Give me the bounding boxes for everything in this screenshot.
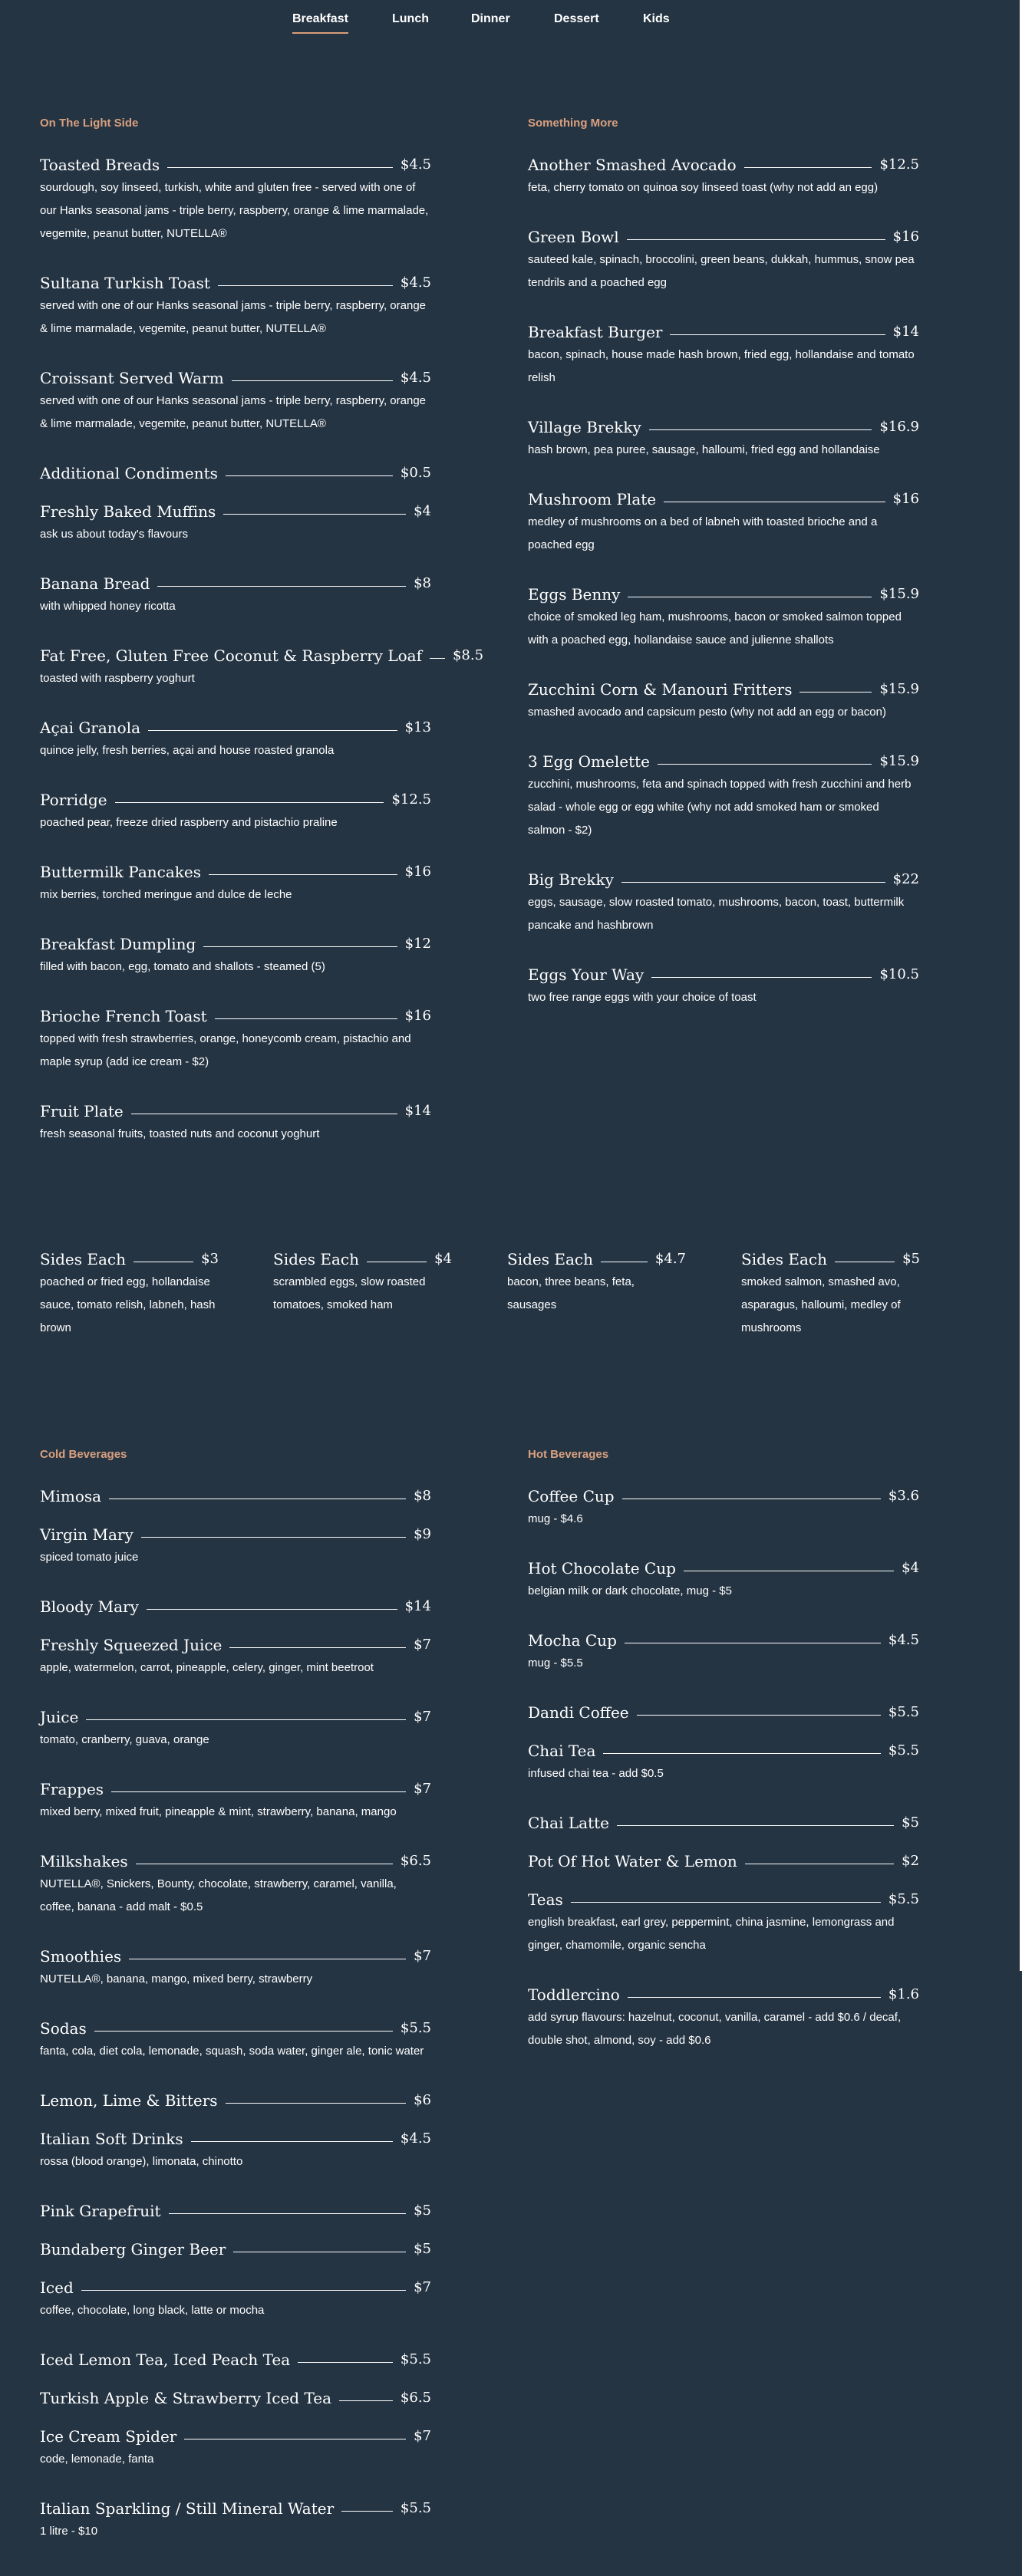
menu-item <box>528 1629 919 1675</box>
item-price: $5.5 <box>400 2020 431 2036</box>
item-price: $5.5 <box>400 2351 431 2367</box>
item-price: $4 <box>434 1251 452 1267</box>
item-name: Pink Grapefruit <box>40 2202 161 2220</box>
menu-item <box>40 644 484 690</box>
menu-item <box>40 500 431 546</box>
item-name: Another Smashed Avocado <box>528 156 737 174</box>
item-price: $6.5 <box>400 2390 431 2406</box>
leader-line <box>430 658 445 659</box>
item-name: Sides Each <box>40 1250 126 1268</box>
leader-line <box>226 475 393 476</box>
item-description: feta, cherry tomato on quinoa soy linseed toast (why not add an egg) <box>528 181 879 194</box>
item-name: Turkish Apple & Strawberry Iced Tea <box>40 2389 331 2407</box>
item-name: Sodas <box>40 2019 87 2038</box>
item-name: Iced Lemon Tea, Iced Peach Tea <box>40 2351 291 2369</box>
leader-line <box>341 2511 393 2512</box>
section-title: Hot Beverages <box>528 1448 609 1461</box>
leader-line <box>223 514 406 515</box>
item-description: mixed berry, mixed fruit, pineapple & mint, strawberry, banana, mango <box>40 1805 397 1818</box>
menu-item <box>528 750 919 842</box>
leader-line <box>658 764 872 765</box>
item-description: choice of smoked leg ham, mushrooms, bacon or smoked salmon topped with a poached egg, hollandaise sauce and julienne shallots <box>528 610 902 646</box>
item-description: hash brown, pea puree, sausage, halloumi, fried egg and hollandaise <box>528 443 880 456</box>
item-description: ask us about today's flavours <box>40 528 188 541</box>
item-description: served with one of our Hanks seasonal jams - triple berry, raspberry, orange & lime marmalade, vegemite, peanut butter, NUTELLA® <box>40 394 427 430</box>
menu-item <box>40 716 431 762</box>
leader-line <box>167 167 393 168</box>
item-price: $5.5 <box>888 1891 919 1907</box>
item-price: $5.5 <box>400 2500 431 2516</box>
item-price: $9 <box>414 1526 431 1542</box>
item-description: served with one of our Hanks seasonal jams - triple berry, raspberry, orange & lime marmalade, vegemite, peanut butter, NUTELLA® <box>40 299 427 335</box>
menu-item <box>528 1850 919 1873</box>
menu-item <box>40 1523 431 1569</box>
something-more-section <box>528 117 919 1035</box>
item-price: $13 <box>404 719 431 735</box>
leader-line <box>148 730 397 731</box>
item-price: $3.6 <box>888 1488 919 1504</box>
menu-item <box>40 1633 431 1679</box>
leader-line <box>232 380 393 381</box>
item-description: apple, watermelon, carrot, pineapple, celery, ginger, mint beetroot <box>40 1661 374 1674</box>
menu-item <box>528 963 919 1009</box>
item-description: eggs, sausage, slow roasted tomato, mushrooms, bacon, toast, buttermilk pancake and hashbrown <box>528 896 905 932</box>
item-price: $16 <box>892 491 919 507</box>
sides-col-4 <box>741 1248 920 1340</box>
item-description: 1 litre - $10 <box>40 2525 98 2538</box>
item-description: fresh seasonal fruits, toasted nuts and coconut yoghurt <box>40 1127 320 1140</box>
item-description: english breakfast, earl grey, peppermint, china jasmine, lemongrass and ginger, chamomile, organic sencha <box>528 1916 895 1952</box>
item-price: $15.9 <box>879 681 919 697</box>
item-price: $14 <box>892 324 919 340</box>
item-price: $6.5 <box>400 1853 431 1869</box>
item-price: $5 <box>414 2203 431 2219</box>
menu-item <box>40 2089 431 2112</box>
leader-line <box>157 586 406 587</box>
leader-line <box>94 2031 393 2032</box>
leader-line <box>670 334 885 335</box>
section-title: On The Light Side <box>40 117 139 130</box>
item-price: $4.5 <box>888 1632 919 1648</box>
item-price: $3 <box>201 1251 219 1267</box>
item-name: Iced <box>40 2278 74 2297</box>
item-name: Sides Each <box>507 1250 593 1268</box>
item-name: Brioche French Toast <box>40 1007 207 1025</box>
item-name: Bundaberg Ginger Beer <box>40 2240 226 2259</box>
hot-beverages-section <box>528 1448 919 2078</box>
menu-item <box>40 788 431 834</box>
menu-item <box>40 1485 431 1508</box>
leader-line <box>111 1791 406 1792</box>
item-price: $5.5 <box>888 1704 919 1720</box>
item-description: NUTELLA®, banana, mango, mixed berry, strawberry <box>40 1972 313 1985</box>
item-description: topped with fresh strawberries, orange, honeycomb cream, pistachio and maple syrup (add ice cream - $2) <box>40 1032 411 1068</box>
item-description: bacon, spinach, house made hash brown, fried egg, hollandaise and tomato relish <box>528 348 915 384</box>
item-price: $14 <box>404 1103 431 1119</box>
leader-line <box>617 1825 894 1826</box>
menu-item <box>528 1739 919 1785</box>
item-description: mug - $4.6 <box>528 1512 583 1525</box>
item-description: zucchini, mushrooms, feta and spinach topped with fresh zucchini and herb salad - whole egg or egg white (why not add smoked ham or smoked salmon - $2) <box>528 778 912 837</box>
item-name: Village Brekky <box>528 418 641 436</box>
item-description: poached or fried egg, hollandaise sauce, tomato relish, labneh, hash brown <box>40 1275 216 1334</box>
item-price: $12.5 <box>879 156 919 173</box>
leader-line <box>649 429 872 430</box>
item-name: Italian Soft Drinks <box>40 2130 183 2148</box>
menu-item <box>528 1983 919 2052</box>
menu-item <box>40 572 431 618</box>
menu-item <box>528 1811 919 1834</box>
item-price: $4.7 <box>654 1251 686 1267</box>
item-name: Dandi Coffee <box>528 1703 629 1722</box>
item-price: $0.5 <box>400 465 431 481</box>
item-description: add syrup flavours: hazelnut, coconut, vanilla, caramel - add $0.6 / decaf, double shot, almond, soy - add $0.6 <box>528 2011 902 2047</box>
leader-line <box>141 1537 406 1538</box>
item-name: Toasted Breads <box>40 156 160 174</box>
item-price: $15.9 <box>879 753 919 769</box>
leader-line <box>218 285 393 286</box>
menu-item <box>40 860 431 906</box>
tab-dinner[interactable]: Dinner <box>471 12 510 25</box>
leader-line <box>627 239 885 240</box>
leader-line <box>744 167 872 168</box>
item-price: $16 <box>404 864 431 880</box>
section-title: Cold Beverages <box>40 1448 127 1461</box>
menu-item <box>40 367 431 436</box>
menu-item <box>40 2199 431 2222</box>
item-price: $7 <box>414 2279 431 2295</box>
item-description: sourdough, soy linseed, turkish, white and gluten free - served with one of our Hanks seasonal jams - triple berry, raspberry, orange & lime marmalade, vegemite, peanut butter, NUTELLA® <box>40 181 429 240</box>
leader-line <box>651 977 872 978</box>
item-name: Fat Free, Gluten Free Coconut & Raspberry Loaf <box>40 646 422 665</box>
menu-item <box>528 1557 919 1603</box>
cold-beverages-section <box>40 1448 431 2569</box>
item-name: Buttermilk Pancakes <box>40 863 201 881</box>
menu-item <box>40 2348 431 2371</box>
item-price: $12 <box>404 936 431 952</box>
item-name: Eggs Your Way <box>528 966 645 984</box>
item-description: filled with bacon, egg, tomato and shallots - steamed (5) <box>40 960 325 973</box>
item-name: Frappes <box>40 1780 104 1798</box>
item-price: $5.5 <box>888 1742 919 1758</box>
menu-item <box>40 933 431 979</box>
menu-item <box>528 678 919 724</box>
menu-item <box>40 2497 431 2543</box>
item-name: Italian Sparkling / Still Mineral Water <box>40 2499 335 2518</box>
item-price: $5 <box>902 1251 920 1267</box>
menu-item <box>528 868 919 937</box>
leader-line <box>628 1997 881 1998</box>
item-description: infused chai tea - add $0.5 <box>528 1767 664 1780</box>
item-description: sauteed kale, spinach, broccolini, green beans, dukkah, hummus, snow pea tendrils and a poached egg <box>528 253 915 289</box>
leader-line <box>191 2141 393 2142</box>
item-name: Teas <box>528 1890 563 1909</box>
item-name: Ice Cream Spider <box>40 2427 177 2446</box>
item-name: Freshly Squeezed Juice <box>40 1636 223 1654</box>
item-price: $16 <box>892 229 919 245</box>
item-name: Freshly Baked Muffins <box>40 502 216 521</box>
leader-line <box>621 882 885 883</box>
menu-item <box>528 416 919 462</box>
leader-line <box>215 1018 397 1019</box>
menu-item <box>528 1485 919 1531</box>
item-price: $14 <box>404 1598 431 1614</box>
item-name: Virgin Mary <box>40 1525 134 1544</box>
section-title: Something More <box>528 117 618 130</box>
sides-col-2 <box>273 1248 452 1317</box>
leader-line <box>115 802 384 803</box>
item-price: $4 <box>902 1560 919 1576</box>
leader-line <box>571 1902 881 1903</box>
item-name: Milkshakes <box>40 1852 128 1870</box>
item-name: Banana Bread <box>40 574 150 593</box>
item-name: Açai Granola <box>40 719 141 737</box>
item-name: Big Brekky <box>528 870 614 889</box>
item-price: $4.5 <box>400 275 431 291</box>
menu-item <box>40 153 431 245</box>
item-description: tomato, cranberry, guava, orange <box>40 1733 209 1746</box>
item-description: rossa (blood orange), limonata, chinotto <box>40 2155 243 2168</box>
leader-line <box>637 1715 881 1716</box>
item-name: Breakfast Burger <box>528 323 663 341</box>
menu-item <box>528 1701 919 1724</box>
menu-item <box>528 583 919 652</box>
item-name: Mimosa <box>40 1487 102 1505</box>
item-name: Sides Each <box>741 1250 827 1268</box>
item-name: Chai Latte <box>528 1814 609 1832</box>
item-price: $5 <box>414 2241 431 2257</box>
leader-line <box>81 2290 406 2291</box>
menu-item <box>40 1706 431 1752</box>
item-name: Mocha Cup <box>528 1631 617 1650</box>
item-price: $15.9 <box>879 586 919 602</box>
leader-line <box>603 1753 881 1754</box>
menu-item <box>40 2017 431 2063</box>
item-name: Pot Of Hot Water & Lemon <box>528 1852 737 1870</box>
leader-line <box>147 1609 397 1610</box>
sides-col-3 <box>507 1248 686 1317</box>
item-price: $16.9 <box>879 419 919 435</box>
item-price: $2 <box>902 1853 919 1869</box>
item-description: NUTELLA®, Snickers, Bounty, chocolate, strawberry, caramel, vanilla, coffee, banana - add malt - $0.5 <box>40 1877 397 1913</box>
item-price: $10.5 <box>879 966 919 982</box>
item-price: $7 <box>414 1948 431 1964</box>
item-name: Additional Condiments <box>40 464 218 482</box>
item-price: $7 <box>414 1709 431 1725</box>
item-price: $7 <box>414 1781 431 1797</box>
item-price: $5 <box>902 1814 919 1831</box>
item-name: Eggs Benny <box>528 585 621 604</box>
menu-item <box>528 153 919 199</box>
item-price: $1.6 <box>888 1986 919 2002</box>
menu-item <box>40 1850 431 1919</box>
item-name: Chai Tea <box>528 1742 596 1760</box>
item-name: Green Bowl <box>528 228 619 246</box>
tab-breakfast[interactable]: Breakfast <box>292 12 348 25</box>
leader-line <box>169 2213 407 2214</box>
item-name: Mushroom Plate <box>528 490 657 508</box>
item-name: Coffee Cup <box>528 1487 615 1505</box>
item-name: Toddlercino <box>528 1985 620 2004</box>
item-description: coffee, chocolate, long black, latte or mocha <box>40 2304 265 2317</box>
tab-lunch[interactable]: Lunch <box>392 12 429 25</box>
menu-item <box>40 2425 431 2471</box>
menu-item <box>528 488 919 557</box>
menu-item <box>40 1100 431 1146</box>
item-name: 3 Egg Omelette <box>528 752 650 771</box>
item-description: smoked salmon, smashed avo, asparagus, halloumi, medley of mushrooms <box>741 1275 901 1334</box>
menu-tabs <box>0 0 1022 38</box>
menu-item <box>40 2387 431 2410</box>
item-name: Bloody Mary <box>40 1597 139 1616</box>
leader-line <box>229 1647 406 1648</box>
item-description: poached pear, freeze dried raspberry and pistachio praline <box>40 816 338 829</box>
item-description: mug - $5.5 <box>528 1656 583 1670</box>
item-name: Zucchini Corn & Manouri Fritters <box>528 680 793 699</box>
leader-line <box>298 2362 393 2363</box>
tab-dessert[interactable]: Dessert <box>554 12 599 25</box>
menu-item <box>40 271 431 341</box>
menu-item <box>40 1595 431 1618</box>
item-description: smashed avocado and capsicum pesto (why not add an egg or bacon) <box>528 706 886 719</box>
item-price: $16 <box>404 1008 431 1024</box>
leader-line <box>799 692 872 693</box>
item-description: two free range eggs with your choice of toast <box>528 991 757 1004</box>
menu-item <box>40 1005 431 1074</box>
item-description: code, lemonade, fanta <box>40 2453 154 2466</box>
menu-item <box>40 1945 431 1991</box>
item-name: Porridge <box>40 791 107 809</box>
item-price: $8 <box>414 575 431 591</box>
item-name: Smoothies <box>40 1947 122 1966</box>
item-description: mix berries, torched meringue and dulce de leche <box>40 888 292 901</box>
item-price: $8.5 <box>452 647 484 663</box>
item-description: medley of mushrooms on a bed of labneh with toasted brioche and a poached egg <box>528 515 878 551</box>
leader-line <box>339 2400 393 2401</box>
item-description: spiced tomato juice <box>40 1551 139 1564</box>
item-price: $4.5 <box>400 370 431 386</box>
item-price: $4 <box>414 503 431 519</box>
menu-item <box>40 2276 431 2322</box>
menu-item <box>40 2238 431 2261</box>
item-name: Hot Chocolate Cup <box>528 1559 676 1578</box>
item-price: $6 <box>414 2092 431 2108</box>
item-description: belgian milk or dark chocolate, mug - $5 <box>528 1584 732 1597</box>
leader-line <box>86 1719 406 1720</box>
item-price: $22 <box>892 871 919 887</box>
item-price: $4.5 <box>400 156 431 173</box>
item-description: quince jelly, fresh berries, açai and house roasted granola <box>40 744 335 757</box>
leader-line <box>209 874 397 875</box>
item-name: Sultana Turkish Toast <box>40 274 210 292</box>
item-description: with whipped honey ricotta <box>40 600 176 613</box>
item-description: toasted with raspberry yoghurt <box>40 672 195 685</box>
item-name: Sides Each <box>273 1250 359 1268</box>
item-description: bacon, three beans, feta, sausages <box>507 1275 635 1311</box>
menu-item <box>40 2127 431 2173</box>
menu-item <box>40 1778 431 1824</box>
tab-kids[interactable]: Kids <box>643 12 670 25</box>
item-price: $7 <box>414 1637 431 1653</box>
menu-item <box>528 225 919 294</box>
item-description: scrambled eggs, slow roasted tomatoes, smoked ham <box>273 1275 426 1311</box>
item-price: $8 <box>414 1488 431 1504</box>
item-name: Croissant Served Warm <box>40 369 224 387</box>
item-name: Juice <box>40 1708 79 1726</box>
item-description: fanta, cola, diet cola, lemonade, squash, soda water, ginger ale, tonic water <box>40 2045 424 2058</box>
item-price: $12.5 <box>391 791 431 808</box>
menu-item <box>40 462 431 485</box>
item-name: Lemon, Lime & Bitters <box>40 2091 218 2110</box>
menu-item <box>528 1888 919 1957</box>
item-name: Fruit Plate <box>40 1102 124 1120</box>
sides-col-1 <box>40 1248 219 1340</box>
item-name: Breakfast Dumpling <box>40 935 196 953</box>
item-price: $7 <box>414 2428 431 2444</box>
leader-line <box>226 2103 407 2104</box>
item-price: $4.5 <box>400 2130 431 2147</box>
light-side-section <box>40 117 484 1172</box>
leader-line <box>203 946 397 947</box>
menu-item <box>528 321 919 390</box>
